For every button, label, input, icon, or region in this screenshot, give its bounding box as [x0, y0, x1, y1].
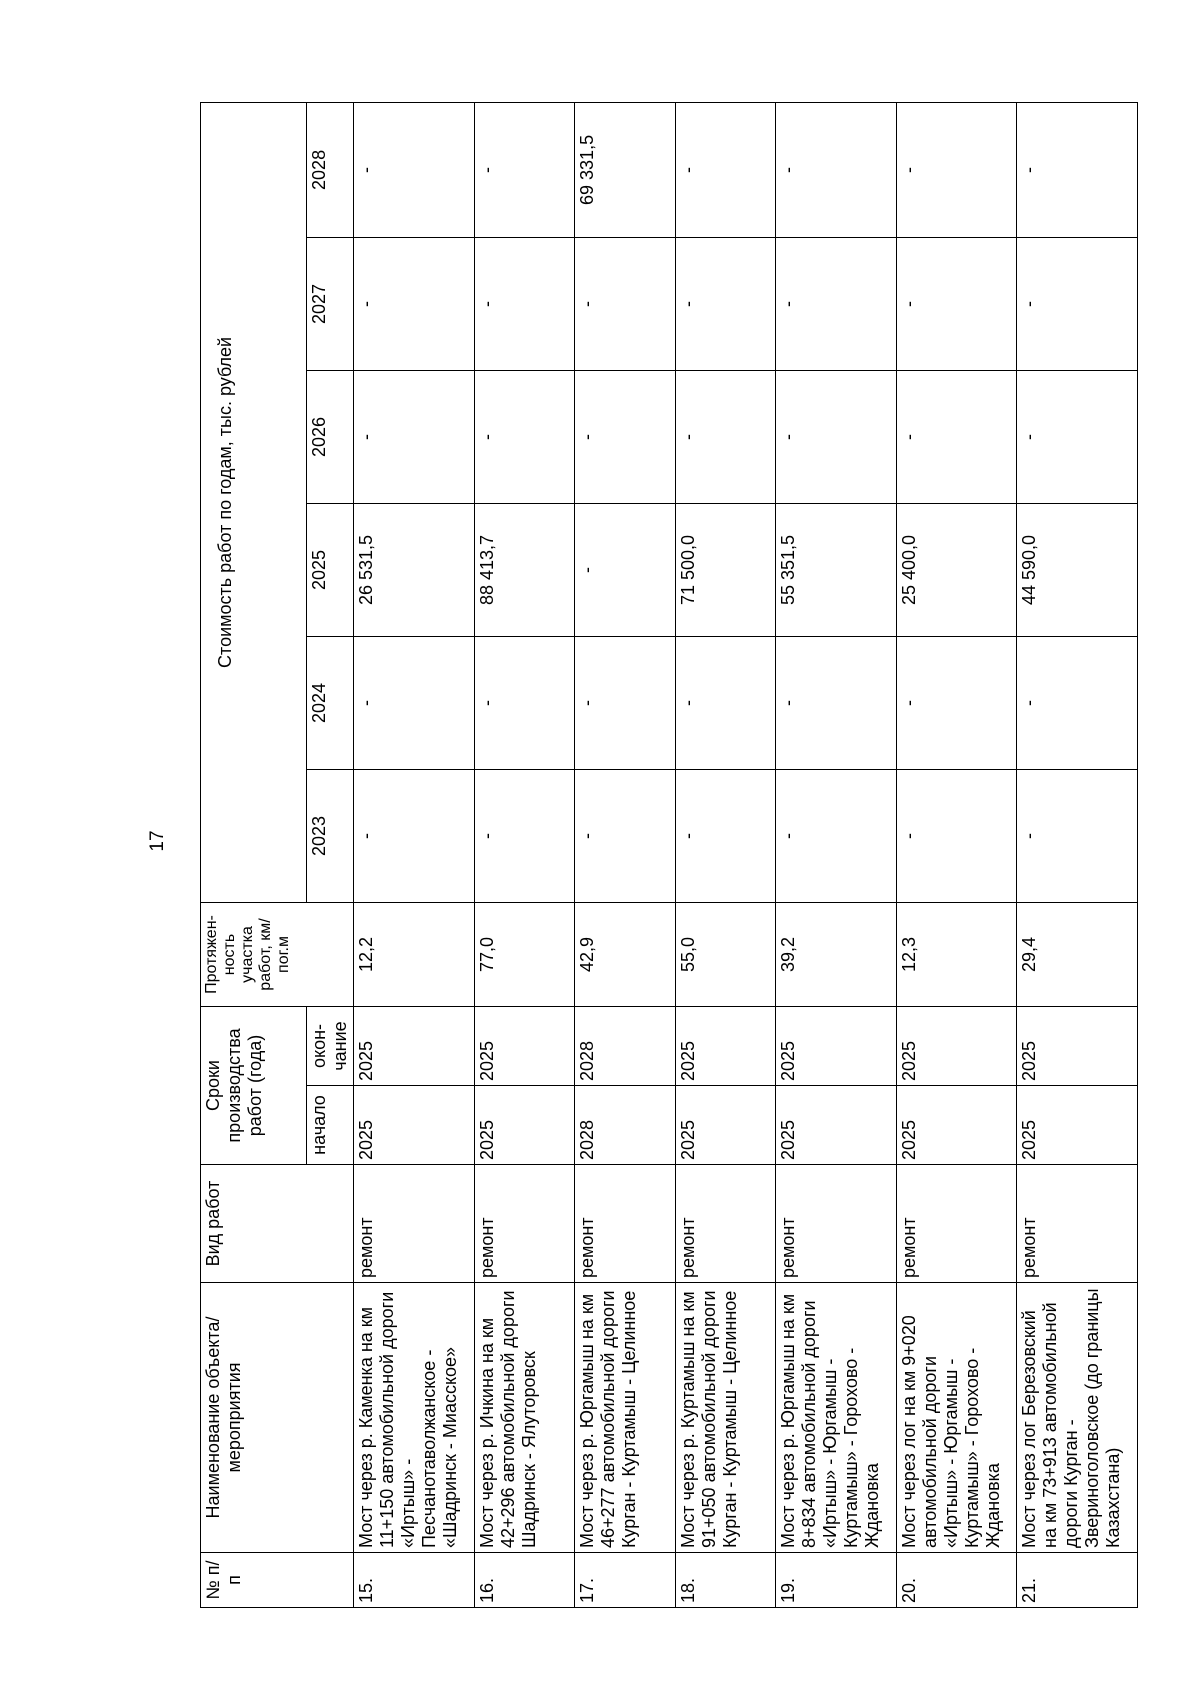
cost-2023: -	[474, 769, 575, 902]
cost-2028: -	[776, 102, 897, 237]
section-length: 12,2	[354, 902, 475, 1006]
object-name: Мост через р. Юргамыш на км 46+277 автомобильной дороги Курган - Куртамыш - Целинное	[575, 1283, 676, 1553]
cost-2024: -	[575, 636, 676, 769]
work-type: ремонт	[1017, 1165, 1138, 1283]
cost-2028: -	[354, 102, 475, 237]
row-number: 17.	[575, 1553, 676, 1608]
object-name: Мост через р. Куртамыш на км 91+050 автомобильной дороги Курган - Куртамыш - Целинное	[675, 1283, 776, 1553]
work-type: ремонт	[776, 1165, 897, 1283]
object-name: Мост через р. Юргамыш на км 8+834 автомобильной дороги «Иртыш» - Юргамыш - Куртамыш» - Горохово - Ждановка	[776, 1283, 897, 1553]
row-number: 19.	[776, 1553, 897, 1608]
table-row	[575, 102, 676, 1607]
row-number: 20.	[896, 1553, 1017, 1608]
end-year: 2025	[354, 1006, 475, 1085]
cost-2025: 88 413,7	[474, 503, 575, 636]
table-row	[896, 102, 1017, 1607]
header-year-2028: 2028	[307, 102, 354, 237]
cost-2026: -	[575, 370, 676, 503]
cost-2028: -	[896, 102, 1017, 237]
rotated-table-container	[200, 103, 1138, 1608]
row-number: 18.	[675, 1553, 776, 1608]
cost-2023: -	[896, 769, 1017, 902]
object-name: Мост через лог Березовский на км 73+913 автомобильной дороги Курган - Звериноголовское (до границы Казахстана)	[1017, 1283, 1138, 1553]
cost-2028: -	[1017, 102, 1138, 237]
cost-2025: 26 531,5	[354, 503, 475, 636]
work-type: ремонт	[896, 1165, 1017, 1283]
row-number: 21.	[1017, 1553, 1138, 1608]
cost-2023: -	[675, 769, 776, 902]
cost-2024: -	[354, 636, 475, 769]
work-type: ремонт	[474, 1165, 575, 1283]
cost-2028: 69 331,5	[575, 102, 676, 237]
cost-2028: -	[474, 102, 575, 237]
cost-2027: -	[474, 237, 575, 370]
object-name: Мост через лог на км 9+020 автомобильной дороги «Иртыш» - Юргамыш - Куртамыш» - Горохово - Ждановка	[896, 1283, 1017, 1553]
cost-2024: -	[474, 636, 575, 769]
start-year: 2025	[675, 1086, 776, 1165]
end-year: 2025	[474, 1006, 575, 1085]
row-number: 16.	[474, 1553, 575, 1608]
header-start: начало	[307, 1086, 354, 1165]
start-year: 2025	[896, 1086, 1017, 1165]
end-year: 2025	[1017, 1006, 1138, 1085]
header-no: № п/п	[201, 1553, 354, 1608]
header-end: окон-чание	[307, 1006, 354, 1085]
work-type: ремонт	[575, 1165, 676, 1283]
cost-2025: 44 590,0	[1017, 503, 1138, 636]
cost-2026: -	[1017, 370, 1138, 503]
section-length: 55,0	[675, 902, 776, 1006]
header-year-2026: 2026	[307, 370, 354, 503]
header-terms: Сроки производства работ (года)	[201, 1006, 307, 1164]
cost-2026: -	[675, 370, 776, 503]
cost-2026: -	[474, 370, 575, 503]
cost-2027: -	[1017, 237, 1138, 370]
cost-2025: 55 351,5	[776, 503, 897, 636]
page-number: 17	[147, 830, 168, 852]
cost-2025: 25 400,0	[896, 503, 1017, 636]
start-year: 2025	[776, 1086, 897, 1165]
cost-2024: -	[1017, 636, 1138, 769]
works-table	[200, 102, 1138, 1608]
table-row	[1017, 102, 1138, 1607]
end-year: 2025	[776, 1006, 897, 1085]
cost-2023: -	[354, 769, 475, 902]
section-length: 42,9	[575, 902, 676, 1006]
end-year: 2025	[896, 1006, 1017, 1085]
cost-2024: -	[675, 636, 776, 769]
header-cost: Стоимость работ по годам, тыс. рублей	[201, 102, 307, 902]
cost-2024: -	[776, 636, 897, 769]
table-row	[776, 102, 897, 1607]
start-year: 2025	[1017, 1086, 1138, 1165]
end-year: 2025	[675, 1006, 776, 1085]
cost-2027: -	[575, 237, 676, 370]
cost-2025: 71 500,0	[675, 503, 776, 636]
object-name: Мост через р. Ичкина на км 42+296 автомобильной дороги Шадринск - Ялуторовск	[474, 1283, 575, 1553]
cost-2025: -	[575, 503, 676, 636]
cost-2023: -	[1017, 769, 1138, 902]
cost-2026: -	[776, 370, 897, 503]
cost-2024: -	[896, 636, 1017, 769]
section-length: 77,0	[474, 902, 575, 1006]
object-name: Мост через р. Каменка на км 11+150 автомобильной дороги «Иртыш» - Песчанотаволжанское - «Шадринск - Миасское»	[354, 1283, 475, 1553]
cost-2027: -	[675, 237, 776, 370]
cost-2023: -	[575, 769, 676, 902]
start-year: 2028	[575, 1086, 676, 1165]
header-length: Протяжен-ность участка работ, км/пог.м	[201, 902, 354, 1006]
section-length: 29,4	[1017, 902, 1138, 1006]
header-year-2023: 2023	[307, 769, 354, 902]
start-year: 2025	[354, 1086, 475, 1165]
start-year: 2025	[474, 1086, 575, 1165]
end-year: 2028	[575, 1006, 676, 1085]
header-year-2025: 2025	[307, 503, 354, 636]
cost-2027: -	[776, 237, 897, 370]
section-length: 39,2	[776, 902, 897, 1006]
work-type: ремонт	[675, 1165, 776, 1283]
header-name: Наименование объекта/ мероприятия	[201, 1283, 354, 1553]
cost-2027: -	[896, 237, 1017, 370]
work-type: ремонт	[354, 1165, 475, 1283]
row-number: 15.	[354, 1553, 475, 1608]
header-year-2024: 2024	[307, 636, 354, 769]
cost-2023: -	[776, 769, 897, 902]
cost-2026: -	[896, 370, 1017, 503]
table-row	[675, 102, 776, 1607]
cost-2026: -	[354, 370, 475, 503]
table-body	[354, 102, 1138, 1607]
cost-2027: -	[354, 237, 475, 370]
header-year-2027: 2027	[307, 237, 354, 370]
table-row	[354, 102, 475, 1607]
header-work-type: Вид работ	[201, 1165, 354, 1283]
section-length: 12,3	[896, 902, 1017, 1006]
cost-2028: -	[675, 102, 776, 237]
table-row	[474, 102, 575, 1607]
